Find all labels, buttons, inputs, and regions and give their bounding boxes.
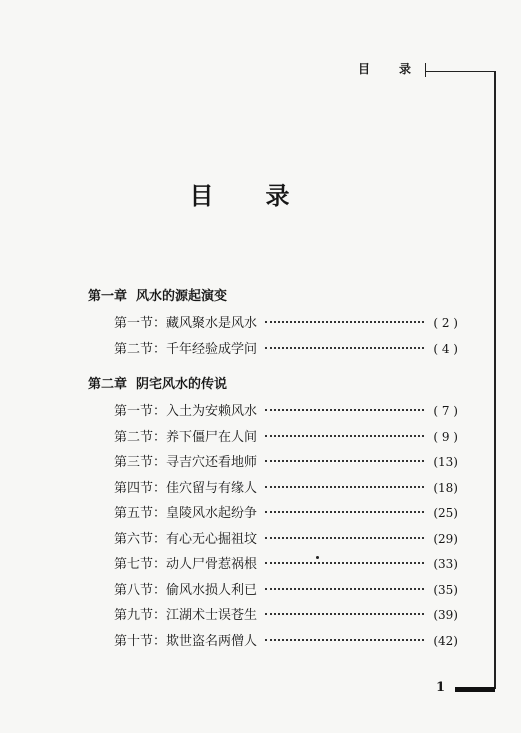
toc-entry[interactable] <box>114 476 458 502</box>
section-label: 第十节： <box>114 633 167 649</box>
section-title: 养下僵尸在人间 <box>166 429 258 445</box>
leader-dots <box>265 537 424 539</box>
section-title: 千年经验成学问 <box>166 341 258 357</box>
page-ref: (39) <box>433 608 458 622</box>
section-label: 第四节： <box>114 480 167 496</box>
section-label: 第三节： <box>114 455 167 470</box>
section-label: 第七节： <box>114 557 167 572</box>
page-ref: ( 2 ) <box>433 316 458 330</box>
section-label: 第二节： <box>114 429 167 445</box>
page-title <box>0 176 521 211</box>
toc-entry[interactable] <box>114 399 458 425</box>
footer-bar <box>455 687 495 692</box>
chapter-title: 风水的源起演变 <box>136 289 228 304</box>
page-ref: ( 7 ) <box>433 404 458 418</box>
section-label: 第一节： <box>114 316 167 331</box>
page-number: 1 <box>436 680 446 695</box>
section-title: 藏风聚水是风水 <box>166 316 258 331</box>
page-title-char-1: 目 <box>189 181 216 210</box>
page-ref: (13) <box>433 455 458 469</box>
page-ref: ( 4 ) <box>433 341 458 356</box>
leader-dots <box>265 613 424 615</box>
chapter-title: 阴宅风水的传说 <box>136 377 228 392</box>
toc-entry[interactable] <box>114 501 458 527</box>
toc-entry[interactable] <box>114 603 458 629</box>
running-header-left: 目 <box>358 62 372 76</box>
header-tick-rule <box>425 63 426 77</box>
section-title: 皇陵风水起纷争 <box>166 506 258 521</box>
toc-entry[interactable] <box>114 337 458 363</box>
toc-entry[interactable] <box>114 552 458 578</box>
chapter-heading[interactable] <box>88 374 458 396</box>
section-label: 第八节： <box>114 582 167 598</box>
header-rule <box>425 71 495 72</box>
table-of-contents <box>88 286 458 666</box>
leader-dots <box>265 511 424 513</box>
section-label: 第二节： <box>114 341 167 357</box>
toc-entry[interactable] <box>114 311 458 337</box>
leader-dots <box>265 460 424 462</box>
chapter-number: 第二章 <box>88 377 128 392</box>
page-ref: ( 9 ) <box>433 429 458 444</box>
leader-dots <box>265 588 424 590</box>
scan-speck <box>316 556 319 559</box>
section-label: 第一节： <box>114 404 167 419</box>
toc-entry[interactable] <box>114 578 458 604</box>
leader-dots <box>265 321 424 323</box>
page-ref: (35) <box>433 582 458 597</box>
section-label: 第九节： <box>114 608 167 623</box>
running-header <box>358 60 412 77</box>
section-title: 江湖术士误苍生 <box>166 608 258 623</box>
toc-entry[interactable] <box>114 425 458 451</box>
section-title: 偷风水损人利已 <box>166 582 258 598</box>
section-label: 第六节： <box>114 531 167 547</box>
page-title-char-2: 录 <box>265 181 292 210</box>
section-title: 欺世盗名两僧人 <box>166 633 258 649</box>
leader-dots <box>265 562 424 564</box>
leader-dots <box>265 435 424 437</box>
section-title: 寻吉穴还看地师 <box>166 455 258 470</box>
running-header-right: 录 <box>399 62 413 76</box>
section-title: 入土为安赖风水 <box>166 404 258 419</box>
margin-rule <box>494 71 496 689</box>
toc-entry[interactable] <box>114 450 458 476</box>
leader-dots <box>265 409 424 411</box>
leader-dots <box>265 486 424 488</box>
toc-entry[interactable] <box>114 629 458 655</box>
section-title: 有心无心掘祖坟 <box>166 531 258 547</box>
page-ref: (33) <box>433 557 458 571</box>
page-ref: (18) <box>433 480 458 495</box>
section-label: 第五节： <box>114 506 167 521</box>
page-ref: (42) <box>433 633 458 648</box>
leader-dots <box>265 347 424 349</box>
section-title: 佳穴留与有缘人 <box>166 480 258 496</box>
toc-entry[interactable] <box>114 527 458 553</box>
chapter-number: 第一章 <box>88 289 128 304</box>
section-title: 动人尸骨惹祸根 <box>166 557 258 572</box>
chapter-1 <box>88 286 458 362</box>
leader-dots <box>265 639 424 641</box>
chapter-heading[interactable] <box>88 286 458 308</box>
page-ref: (25) <box>433 506 458 520</box>
chapter-2 <box>88 374 458 654</box>
page-ref: (29) <box>433 531 458 546</box>
